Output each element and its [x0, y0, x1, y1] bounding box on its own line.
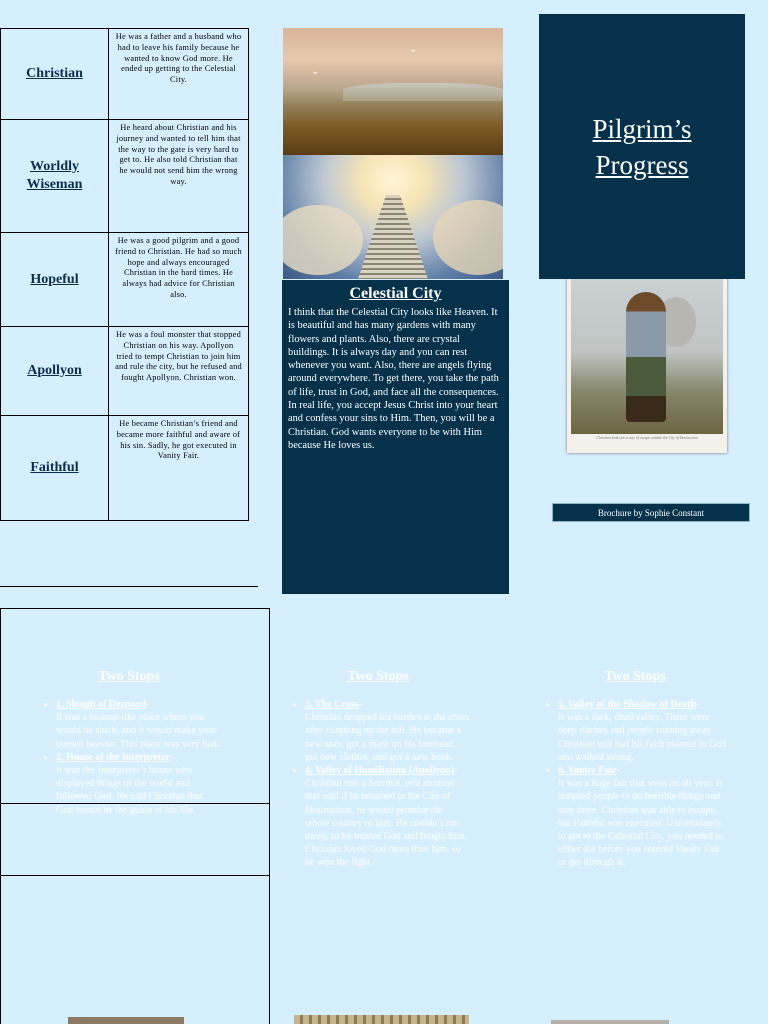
stop-item: • 5. Valley of the Shadow of Death- It was a dark, dead valley. There were deep ditches and people running away. Christian still had his faith planted in God and walked strong. [558, 698, 730, 764]
bird-icon: ⌄ [409, 44, 418, 55]
divider [0, 875, 270, 876]
stop-item: • 2. House of the Interpreter- It was the Interpreter’s house who displayed things of the world and followed God. He told Christian that God would be the guide of his life. [56, 751, 220, 817]
celestial-city-heading: Celestial City [349, 285, 442, 302]
illustration-caption: Christian looks for a way of escape outside the City of Destruction [596, 436, 698, 440]
title-panel [539, 14, 745, 279]
character-description: He was a good pilgrim and a good friend to Christian. He had so much hope and always encouraged Christian in the hard times. He always had advice for Christian also. [115, 236, 242, 299]
stop-title: 1. Slough of Despond [56, 699, 147, 710]
stop-title: 5. Valley of the Shadow of Death [558, 699, 697, 710]
character-name: Hopeful [30, 271, 79, 287]
character-name: Christian [26, 66, 83, 81]
stop-item: • 4. Valley of Humiliation (Apollyon)- Christian met a horrible, evil monster that said if he returned to the City of Destruction, he would promise the whole country to him. He couldn’t run away, so he trusted God and fought him. Christian loved God more than him, so he won the fight. [305, 764, 469, 870]
stop-item: • 1. Slough of Despond- It was a swamp-like place where you would be stuck, and it would make your burden heavier. This place was very bad. [56, 698, 220, 751]
stop-title: 2. House of the Interpreter [56, 751, 170, 763]
stops-column-3 [540, 668, 730, 870]
stops-list [540, 698, 730, 870]
celestial-city-panel [282, 280, 509, 594]
character-name: Wiseman [26, 177, 83, 192]
celestial-city-body: I think that the Celestial City looks like Heaven. It is beautiful and has many gardens with many flowers and plants. Also, there are crystal buildings. It is always day and you can rest whenever you want. Also, there are angels flying around everywhere. To get there, you take the path of life, trust in God, and face all the consequences. In real life, you accept Jesus Christ into your heart and confess your sins to Him. Then, you will be a Christian. God wants everyone to be with Him because He loves us. [288, 307, 499, 451]
bottom-image-1 [68, 1017, 184, 1024]
stops-column-1 [38, 668, 220, 817]
character-row [1, 233, 249, 327]
stop-text: It was a huge fair that went on all year. It tempted people to do horrible things and stay there. Christian was able to escape, but Faithful was executed. Unfortunately, to get to the Celestial City, you needed to either die before you entered Vanity Fair or get through it. [558, 778, 724, 869]
stops-heading: Two Stops [347, 669, 409, 684]
character-description: He was a father and a husband who had to leave his family because he wanted to know God more. He ended up getting to the Celestial City. [115, 32, 242, 85]
stop-item: • 6. Vanity Fair- It was a huge fair that went on all year. It tempted people to do horrible things and stay there. Christian was able to escape, but Faithful was executed. Unfortunately, to get to the Celestial City, you needed to either die before you entered Vanity Fair or get through it. [558, 764, 730, 870]
divider [0, 586, 258, 587]
stops-list [38, 698, 220, 817]
character-description: He was a foul monster that stopped Christian on his way. Apollyon tried to tempt Christian to join him and rule the city, but he refused and fought Apollyon. Christian won. [115, 330, 242, 383]
cloud-shape [283, 205, 363, 275]
stop-title: 4. Valley of Humiliation (Apollyon) [305, 765, 455, 777]
stairway-shape [358, 195, 428, 279]
character-row [1, 29, 249, 120]
character-name: Apollyon [27, 363, 82, 378]
stops-heading: Two Stops [604, 669, 666, 684]
character-name: Faithful [30, 460, 79, 475]
stop-text: It was the Interpreter’s house who displayed things of the world and followed God. He told Christian that God would be the guide of his life. [56, 765, 203, 816]
bottom-image-3 [551, 1020, 669, 1024]
stops-heading: Two Stops [98, 669, 160, 684]
stop-title: 3. The Cross [305, 699, 359, 710]
stop-text: It was a dark, dead valley. There were deep ditches and people running away. Christian still had his faith planted in God and walked strong. [558, 712, 727, 763]
title-line-1: Pilgrim’s [592, 113, 692, 144]
stairway-to-heaven-image [283, 155, 503, 279]
brochure-title [592, 111, 691, 183]
stop-text: It was a swamp-like place where you would be stuck, and it would make your burden heavier. This place was very bad. [56, 712, 220, 750]
stop-text: Christian met a horrible, evil monster that said if he returned to the City of Destruction, he would promise the whole country to him. He couldn’t run away, so he trusted God and fought him. Christian loved God more than him, so he won the fight. [305, 778, 467, 869]
character-row [1, 416, 249, 521]
cloud-shape [433, 200, 503, 275]
characters-table [0, 28, 249, 521]
bottom-image-2 [294, 1015, 469, 1024]
sea-shape [343, 83, 503, 101]
pilgrim-figure-shape [626, 292, 666, 422]
landscape-image [283, 28, 503, 155]
character-row [1, 327, 249, 416]
byline: Brochure by Sophie Constant [552, 503, 750, 522]
stop-text: Christian dropped his burden at the cross after climbing up the hill. He became a new man, got a mark on his forehead, got new clothes, and got a new book. [305, 712, 469, 763]
stops-list [287, 698, 469, 870]
bird-icon: ⌄ [311, 66, 320, 77]
character-name: Worldly [29, 159, 79, 174]
stop-title: 6. Vanity Fair [558, 765, 617, 777]
pilgrim-scene [571, 252, 723, 434]
stops-column-2 [287, 668, 469, 870]
stop-item: • 3. The Cross- Christian dropped his burden at the cross after climbing up the hill. He became a new man, got a mark on his forehead, got new clothes, and got a new book. [305, 698, 469, 764]
character-description: He heard about Christian and his journey and wanted to tell him that the way to the gate is very hard to get to. He also told Christian that he would not send him the wrong way. [116, 123, 241, 186]
title-line-2: Progress [595, 149, 689, 180]
character-description: He became Christian’s friend and became more faithful and aware of his sin. Sadly, he got executed in Vanity Fair. [116, 419, 241, 461]
character-row [1, 120, 249, 233]
